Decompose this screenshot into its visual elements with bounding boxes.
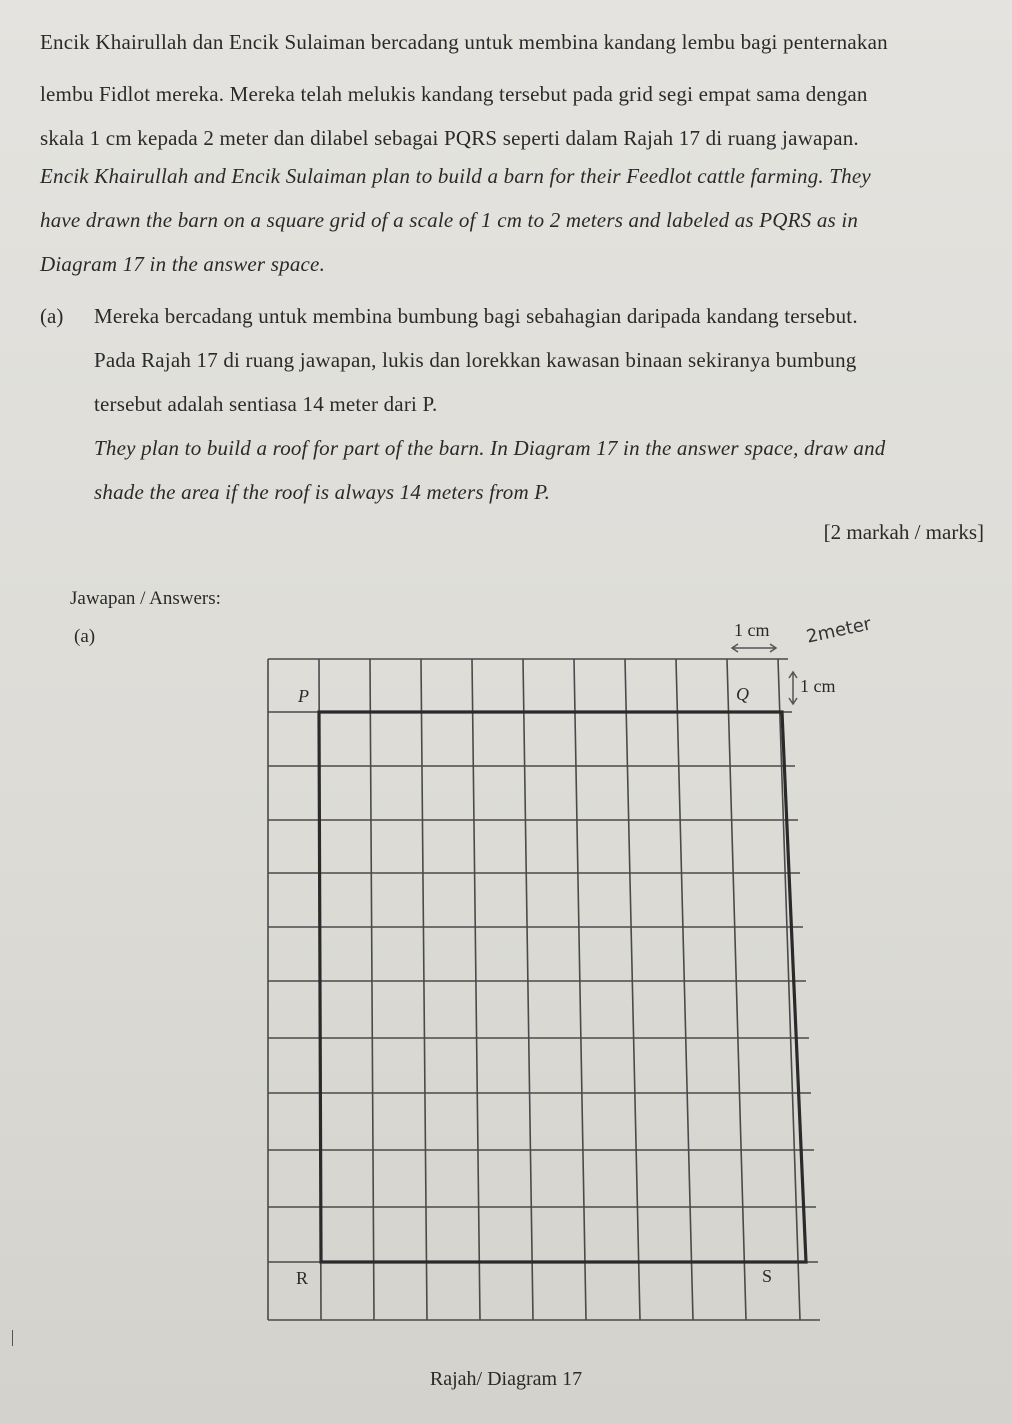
question-label: (a)	[40, 304, 64, 328]
vertex-label-s: S	[762, 1266, 773, 1286]
question-ms-line-1: Mereka bercadang untuk membina bumbung bagi sebahagian daripada kandang tersebut.	[94, 304, 858, 328]
intro-ms-line-1: Encik Khairullah dan Encik Sulaiman bercadang untuk membina kandang lembu bagi penternakan	[40, 30, 888, 54]
question-ms-line-2: Pada Rajah 17 di ruang jawapan, lukis dan lorekkan kawasan binaan sekiranya bumbung	[94, 348, 857, 372]
diagram-caption: Rajah/ Diagram 17	[429, 1368, 583, 1390]
intro-en-line-3: Diagram 17 in the answer space.	[40, 252, 326, 276]
vertex-label-p: P	[298, 686, 309, 706]
grid-lines	[268, 659, 820, 1320]
answer-part-label: (a)	[74, 626, 96, 647]
handwritten-note: 2meter	[804, 613, 874, 648]
intro-en-line-1: Encik Khairullah and Encik Sulaiman plan to build a barn for their Feedlot cattle farming. They	[40, 164, 871, 188]
question-ms-line-3: tersebut adalah sentiasa 14 meter dari P.	[94, 392, 438, 416]
answers-label: Jawapan / Answers:	[70, 588, 221, 609]
vertex-label-q: Q	[736, 684, 749, 704]
intro-ms-line-2: lembu Fidlot mereka. Mereka telah melukis kandang tersebut pada grid segi empat sama dengan	[40, 82, 868, 106]
question-en-line-2: shade the area if the roof is always 14 meters from P.	[94, 480, 551, 504]
barn-pqrs	[319, 712, 806, 1262]
question-en-line-1: They plan to build a roof for part of the barn. In Diagram 17 in the answer space, draw and	[94, 436, 886, 460]
scale-arrow-vertical	[789, 672, 797, 704]
vertex-label-r: R	[296, 1268, 309, 1288]
margin-mark	[12, 1330, 13, 1346]
scale-arrow-horizontal	[732, 644, 776, 652]
intro-en-line-2: have drawn the barn on a square grid of a scale of 1 cm to 2 meters and labeled as PQRS as in	[40, 208, 859, 232]
scale-horizontal-label: 1 cm	[734, 620, 770, 640]
intro-ms-line-3: skala 1 cm kepada 2 meter dan dilabel sebagai PQRS seperti dalam Rajah 17 di ruang jawapan.	[40, 126, 859, 150]
scale-vertical-label: 1 cm	[800, 676, 836, 696]
marks: [2 markah / marks]	[823, 520, 984, 544]
